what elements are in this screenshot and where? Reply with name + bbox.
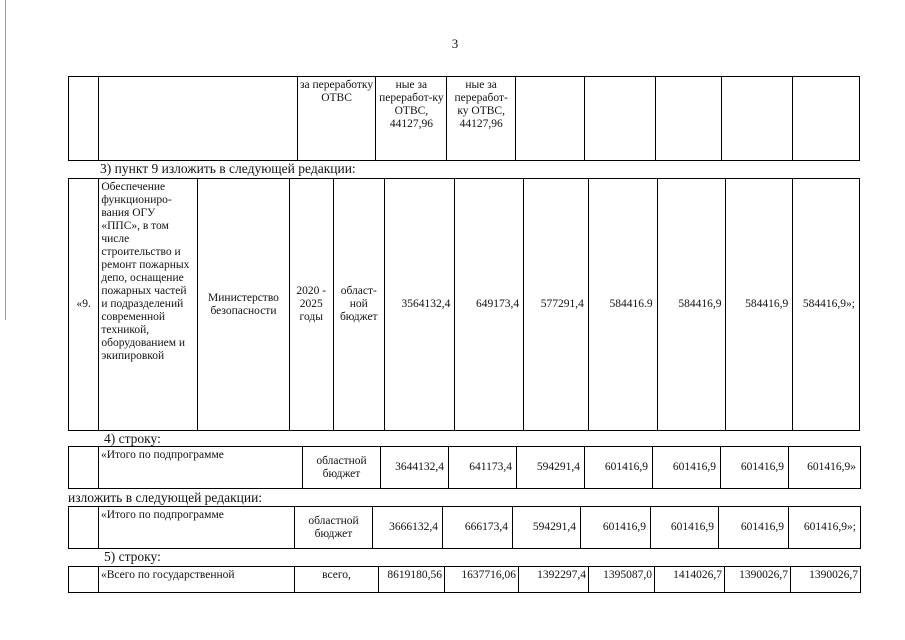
table-total-old — [68, 446, 861, 489]
value-cell: 641173,4 — [449, 447, 517, 489]
margin-line — [5, 0, 6, 320]
cell — [69, 77, 99, 161]
value-cell: 1414026,7 — [655, 567, 725, 593]
value-cell: 601416,9 — [651, 507, 719, 549]
value-cell: 584416.9 — [588, 179, 657, 431]
value-cell: 601416,9 — [719, 507, 789, 549]
funding-source: областной бюджет — [295, 507, 373, 549]
table-row — [69, 77, 860, 161]
table-row — [69, 507, 861, 549]
value-cell: 3644132,4 — [381, 447, 449, 489]
executor: Министерство безопасности — [198, 179, 289, 431]
funding-source: област-ной бюджет — [334, 179, 385, 431]
page-number: 3 — [451, 36, 459, 51]
cell — [69, 447, 99, 489]
cell — [793, 77, 860, 161]
value-cell: 594291,4 — [517, 447, 585, 489]
value-cell: 594291,4 — [513, 507, 581, 549]
cell — [655, 77, 722, 161]
value-cell: 584416,9 — [657, 179, 726, 431]
cell — [69, 507, 99, 549]
value-cell: 1390026,7 — [791, 567, 861, 593]
value-cell: 601416,9 — [585, 447, 653, 489]
cell: за переработку ОТВС — [297, 77, 376, 161]
row-name: «Итого по подпрограмме — [99, 507, 295, 549]
value-cell: 601416,9»; — [789, 507, 861, 549]
value-cell: 8619180,56 — [379, 567, 445, 593]
value-cell: 601416,9» — [789, 447, 861, 489]
value-cell: 1392297,4 — [519, 567, 589, 593]
caption-row-5: 5) строку: — [104, 549, 161, 564]
value-cell: 666173,4 — [443, 507, 513, 549]
table-row — [69, 179, 860, 431]
caption-item-9: 3) пункт 9 изложить в следующей редакции: — [100, 161, 356, 176]
table-total-new — [68, 506, 861, 549]
activity-name: Обеспечение функциониро-вания ОГУ «ППС», в том числе строительство и ремонт пожарных депо, оснащение пожарных частей и подразделений современной техникой, оборудованием и экипировкой — [99, 179, 198, 431]
funding-source: областной бюджет — [303, 447, 381, 489]
cell — [722, 77, 793, 161]
value-cell: 601416,9 — [721, 447, 789, 489]
cell — [584, 77, 655, 161]
table-row — [69, 567, 861, 593]
value-cell: 584416,9»; — [793, 179, 860, 431]
value-cell: 3666132,4 — [373, 507, 443, 549]
table-item-9 — [68, 178, 860, 431]
caption-row-4: 4) строку: — [104, 431, 161, 446]
table-continuation — [68, 76, 860, 161]
value-cell: 1390026,7 — [725, 567, 791, 593]
value-cell: 601416,9 — [581, 507, 651, 549]
period: 2020 - 2025 годы — [289, 179, 334, 431]
cell — [69, 567, 99, 593]
value-cell: 3564132,4 — [384, 179, 455, 431]
table-row — [69, 447, 861, 489]
cell — [99, 77, 297, 161]
caption-replace: изложить в следующей редакции: — [68, 490, 263, 505]
cell: ные за переработ-ку ОТВС, 44127,96 — [447, 77, 516, 161]
value-cell: 577291,4 — [524, 179, 589, 431]
cell: ные за переработ-ку ОТВС, 44127,96 — [376, 77, 447, 161]
value-cell: 649173,4 — [455, 179, 524, 431]
value-cell: 584416,9 — [726, 179, 793, 431]
value-cell: 1637716,06 — [445, 567, 519, 593]
row-name: «Итого по подпрограмме — [99, 447, 303, 489]
funding-source: всего, — [295, 567, 379, 593]
row-number: «9. — [69, 179, 99, 431]
table-state-total — [68, 566, 861, 593]
row-name: «Всего по государственной — [99, 567, 295, 593]
cell — [516, 77, 585, 161]
value-cell: 601416,9 — [653, 447, 721, 489]
value-cell: 1395087,0 — [589, 567, 655, 593]
